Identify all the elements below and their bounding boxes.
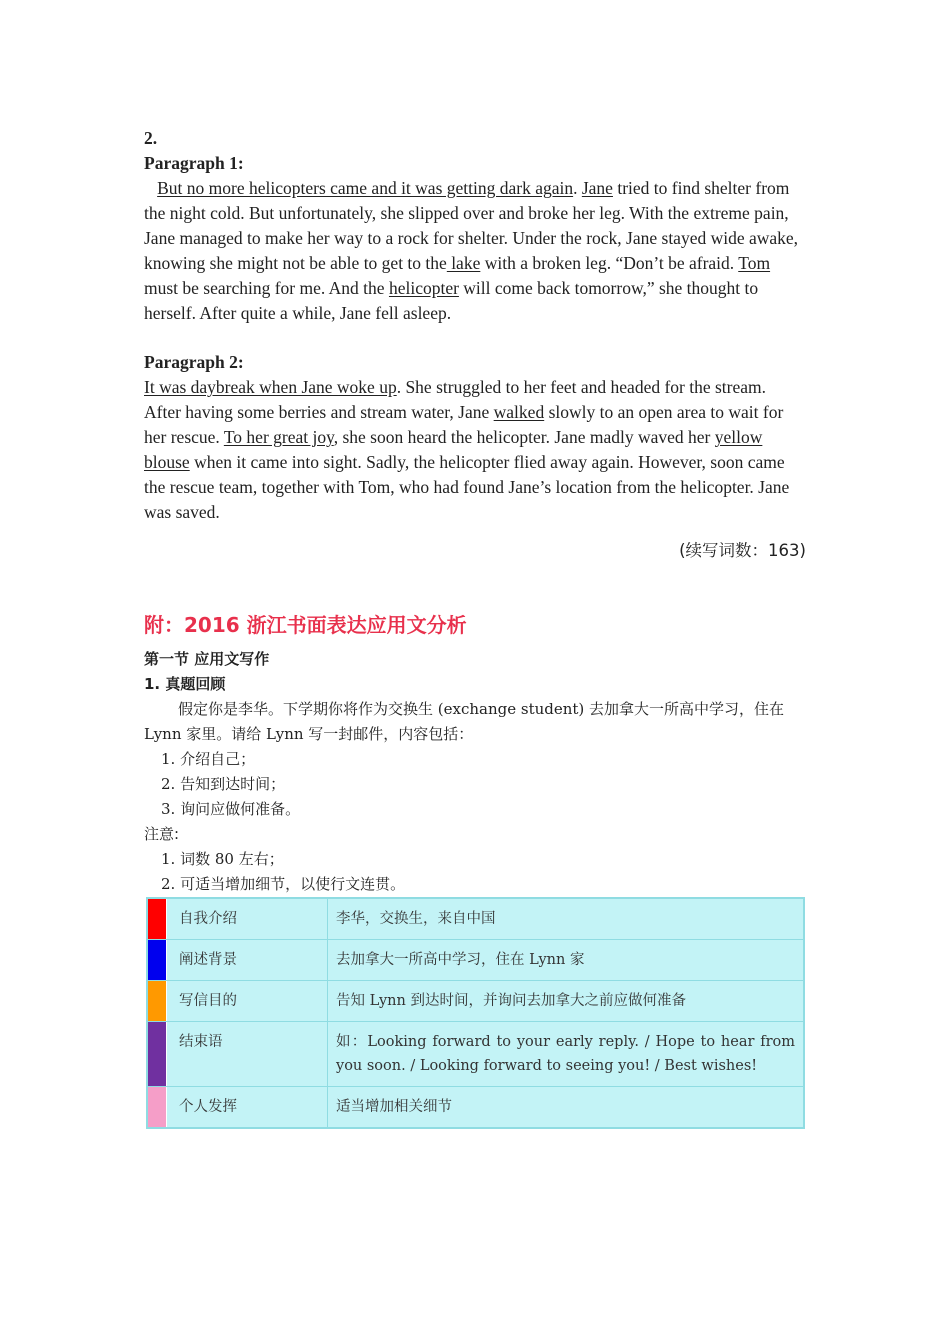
- note-item: 2. 可适当增加细节，以使行文连贯。: [161, 875, 406, 893]
- paragraph2-body: It was daybreak when Jane woke up. She struggled to her feet and headed for the stream. After having some berries and stream water, Jane walked slowly to an open area to wait for her rescue. To her great joy, she soon heard the helicopter. Jane madly waved her yellow blouse when it came into sight. Sadly, the helicopter flied away again. However, soon came the rescue team, together with Tom, who had found Jane’s location from the helicopter. Jane was saved.: [144, 377, 790, 522]
- row-value: 适当增加相关细节: [328, 1087, 805, 1129]
- paragraph1-body: But no more helicopters came and it was getting dark again. Jane tried to find shelter from the night cold. But unfortunately, she slipped over and broke her leg. With the extreme pain, Jane managed to make her way to a rock for shelter. Under the rock, Jane stayed wide awake, knowing she might not be able to get to the lake with a broken leg. “Don’t be afraid. Tom must be searching for me. And the helicopter will come back tomorrow,” she thought to herself. After quite a while, Jane fell asleep.: [144, 178, 799, 323]
- section-title: 第一节 应用文写作: [144, 650, 270, 668]
- row-label: 个人发挥: [167, 1087, 328, 1129]
- underlined-phrase: To her great joy: [223, 427, 334, 447]
- row-value: 告知 Lynn 到达时间，并询问去加拿大之前应做何准备: [328, 981, 805, 1022]
- row-value: 如：Looking forward to your early reply. / Hope to hear from you soon. / Looking forward to seeing you! / Best wishes!: [328, 1022, 805, 1087]
- table-row: [147, 981, 804, 1022]
- underlined-phrase: It was daybreak when Jane woke up: [144, 377, 397, 397]
- table-row: [147, 1087, 804, 1129]
- section-number: 2.: [144, 128, 158, 148]
- underlined-phrase: lake: [446, 253, 481, 273]
- underlined-phrase: Tom: [738, 253, 771, 273]
- color-swatch: [147, 940, 167, 981]
- note-item: 1. 词数 80 左右；: [161, 850, 284, 868]
- row-label: 自我介绍: [167, 898, 328, 940]
- table-row: [147, 940, 804, 981]
- word-count-note: (续写词数：163): [679, 541, 806, 560]
- row-value: 李华，交换生，来自中国: [328, 898, 805, 940]
- paragraph1-heading: Paragraph 1:: [144, 153, 244, 173]
- color-swatch: [147, 898, 167, 940]
- content-point: 2. 告知到达时间；: [161, 775, 286, 793]
- color-swatch: [147, 1022, 167, 1087]
- underlined-phrase: yellow blouse: [144, 427, 763, 472]
- content-point: 1. 介绍自己；: [161, 750, 256, 768]
- row-label: 写信目的: [167, 981, 328, 1022]
- color-swatch: [147, 1087, 167, 1129]
- table-row: [147, 1022, 804, 1087]
- underlined-phrase: walked: [493, 402, 545, 422]
- underlined-phrase: But no more helicopters came and it was getting dark again: [157, 178, 574, 198]
- row-value: 去加拿大一所高中学习，住在 Lynn 家: [328, 940, 805, 981]
- underlined-phrase: Jane: [581, 178, 613, 198]
- item1-title: 1. 真题回顾: [144, 675, 226, 693]
- notes-label: 注意:: [144, 825, 180, 843]
- appendix-title: 附：2016 浙江书面表达应用文分析: [144, 613, 467, 637]
- table-row: [147, 898, 804, 940]
- color-swatch: [147, 981, 167, 1022]
- underlined-phrase: helicopter: [388, 278, 459, 298]
- analysis-table: [146, 897, 805, 1129]
- prompt-text: 假定你是李华。下学期你将作为交换生 (exchange student) 去加拿大一所高中学习，住在 Lynn 家里。请给 Lynn 写一封邮件，内容包括：: [144, 700, 785, 743]
- paragraph2-heading: Paragraph 2:: [144, 352, 244, 372]
- row-label: 结束语: [167, 1022, 328, 1087]
- content-point: 3. 询问应做何准备。: [161, 800, 301, 818]
- row-label: 阐述背景: [167, 940, 328, 981]
